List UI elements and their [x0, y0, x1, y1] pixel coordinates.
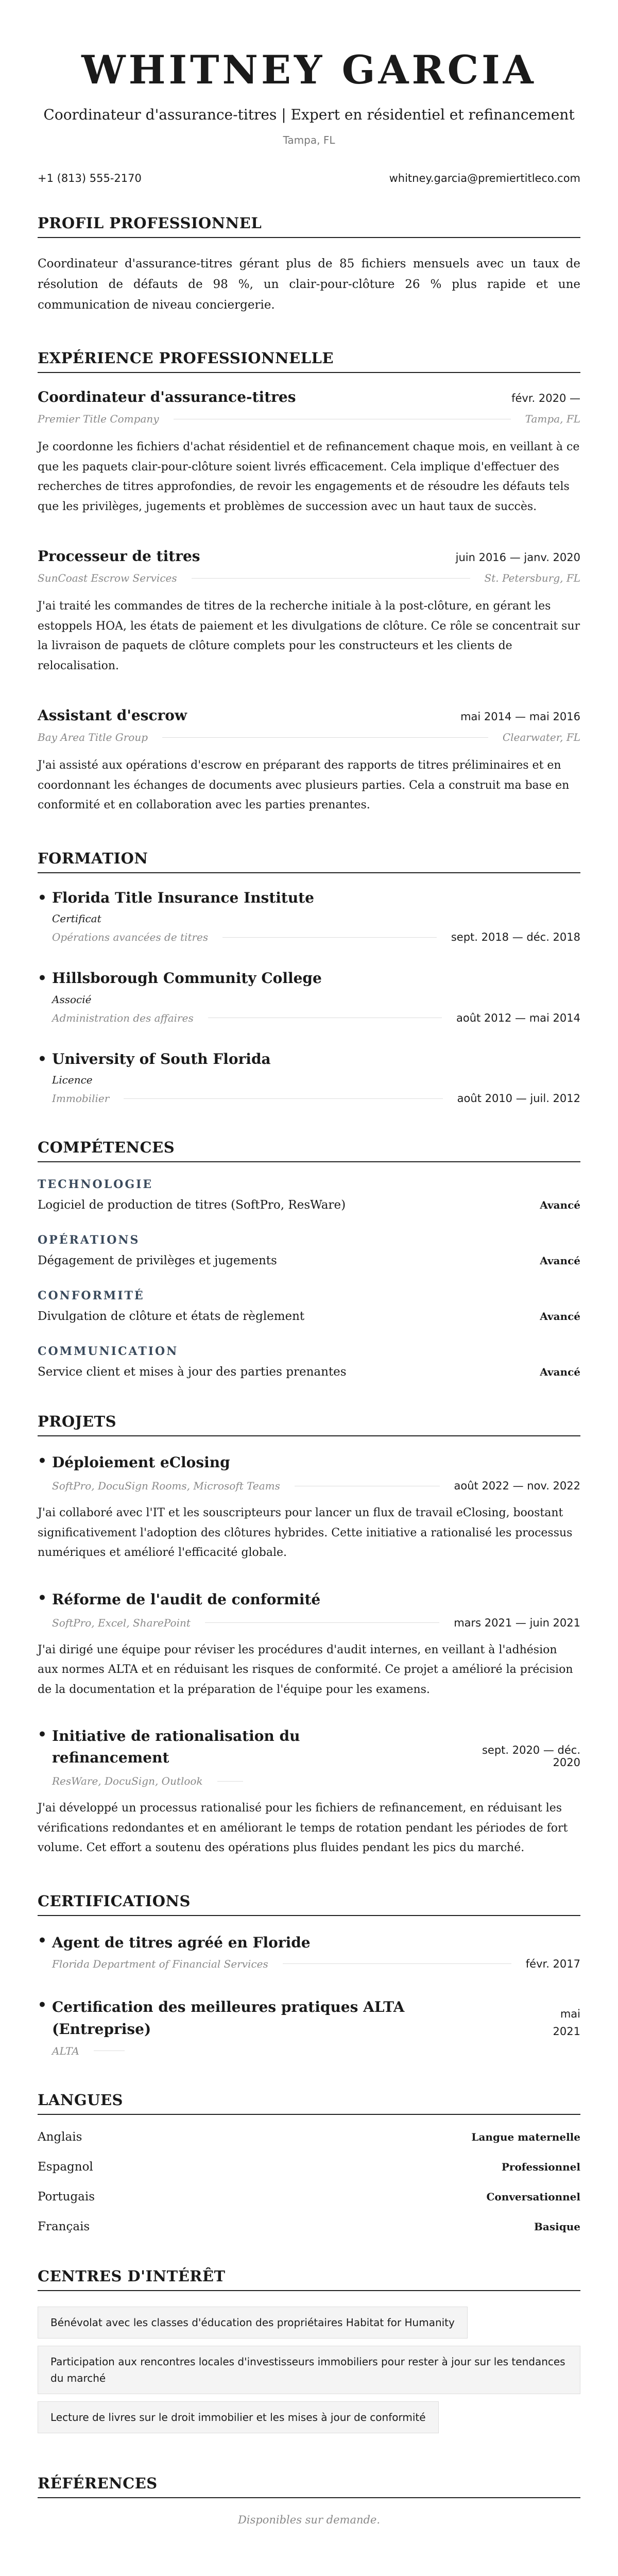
job-title: Assistant d'escrow — [38, 707, 187, 724]
skill-name: Divulgation de clôture et états de règlement — [38, 1310, 305, 1323]
section-title-languages: LANGUES — [38, 2091, 580, 2115]
skill-level: Avancé — [540, 1255, 580, 1267]
job-location: Tampa, FL — [525, 413, 580, 426]
degree: Licence — [52, 1074, 93, 1086]
job-title: Processeur de titres — [38, 548, 200, 565]
candidate-title: Coordinateur d'assurance-titres | Expert en résidentiel et refinancement — [43, 106, 575, 124]
section-title-experience: EXPÉRIENCE PROFESSIONNELLE — [38, 349, 580, 373]
field-of-study: Immobilier — [52, 1092, 110, 1105]
certification-date: févr. 2017 — [525, 1957, 580, 1970]
section-title-profile: PROFIL PROFESSIONNEL — [38, 214, 580, 238]
skill-category: OPÉRATIONS — [38, 1233, 140, 1247]
interest-tag: Participation aux rencontres locales d'investisseurs immobiliers pour rester à jour sur les tendances du marché — [38, 2346, 580, 2394]
language-name: Portugais — [38, 2190, 95, 2204]
language-name: Français — [38, 2219, 90, 2233]
project-date: sept. 2020 — déc. 2020 — [482, 1744, 580, 1769]
skill-level: Avancé — [540, 1366, 580, 1378]
job-location: St. Petersburg, FL — [484, 572, 580, 585]
language-level: Langue maternelle — [471, 2130, 580, 2143]
certification-name: Agent de titres agréé en Floride — [52, 1934, 311, 1951]
school-name: Florida Title Insurance Institute — [52, 889, 314, 906]
project-tech: SoftPro, Excel, SharePoint — [52, 1616, 191, 1629]
job-title: Coordinateur d'assurance-titres — [38, 388, 296, 406]
bullet-icon: • — [38, 1996, 47, 2013]
education-date: sept. 2018 — déc. 2018 — [451, 931, 580, 944]
school-name: University of South Florida — [52, 1050, 271, 1067]
project-description: J'ai développé un processus rationalisé pour les fichiers de refinancement, en réduisant les vérifications redondantes et en améliorant le temps de rotation pendant les périodes de fort volume. Cet effort a soutenu des opérations plus fluides pendant les pics du marché. — [38, 1802, 568, 1854]
education-date: août 2010 — juil. 2012 — [457, 1092, 580, 1105]
education-item — [38, 969, 580, 1024]
experience-item — [38, 548, 580, 676]
section-title-references: RÉFÉRENCES — [38, 2475, 580, 2498]
job-date: mai 2014 — mai 2016 — [460, 710, 580, 723]
school-name: Hillsborough Community College — [52, 970, 322, 987]
section-title-interests: CENTRES D'INTÉRÊT — [38, 2267, 580, 2291]
job-description: J'ai assisté aux opérations d'escrow en préparant des rapports de titres préliminaires et en coordonnant les échanges de documents avec plusieurs parties. Cela a construit ma base en conformité et en collaboration avec les parties prenantes. — [38, 759, 570, 812]
job-company: SunCoast Escrow Services — [38, 572, 177, 585]
section-title-education: FORMATION — [38, 850, 580, 873]
bullet-icon: • — [38, 1050, 47, 1067]
education-item — [38, 1050, 580, 1105]
project-name: Réforme de l'audit de conformité — [52, 1590, 321, 1608]
job-description: J'ai traité les commandes de titres de la recherche initiale à la post-clôture, en gérant les estoppels HOA, les états de paiement et les divulgations de clôture. Ce rôle se concentrait sur la livraison de paquets de clôture complets pour les constructeurs et les clients de relocalisation. — [38, 600, 580, 672]
project-name: Déploiement eClosing — [52, 1454, 230, 1471]
project-description: J'ai collaboré avec l'IT et les souscripteurs pour lancer un flux de travail eClosing, boostant significativement l'adoption des clôtures hybrides. Cette initiative a rationalisé les processus numériques et amélioré l'efficacité globale. — [38, 1506, 573, 1559]
divider — [162, 737, 488, 738]
skill-group — [38, 1233, 580, 1267]
contact-row — [38, 172, 580, 184]
skill-name: Logiciel de production de titres (SoftPro, ResWare) — [38, 1198, 346, 1212]
bullet-icon: • — [38, 1931, 47, 1949]
email-address: whitney.garcia@premiertitleco.com — [389, 172, 580, 184]
interest-tag: Bénévolat avec les classes d'éducation des propriétaires Habitat for Humanity — [38, 2307, 468, 2338]
bullet-icon: • — [38, 1589, 47, 1606]
profile-summary: Coordinateur d'assurance-titres gérant plus de 85 fichiers mensuels avec un taux de résolution de défauts de 98 %, un clair-pour-clôture 26 % plus rapide et une communication de niveau conciergerie. — [38, 257, 580, 312]
education-item — [38, 889, 580, 943]
project-tech: SoftPro, DocuSign Rooms, Microsoft Teams — [52, 1480, 280, 1492]
language-level: Professionnel — [501, 2160, 580, 2173]
certification-issuer: Florida Department of Financial Services — [52, 1957, 268, 1970]
certification-date: mai 2021 — [553, 2008, 580, 2038]
candidate-name: WHITNEY GARCIA — [81, 47, 537, 93]
bullet-icon: • — [38, 970, 47, 987]
certification-issuer: ALTA — [52, 2044, 79, 2057]
degree: Associé — [52, 993, 92, 1006]
phone-number: +1 (813) 555-2170 — [38, 172, 142, 184]
job-date: juin 2016 — janv. 2020 — [455, 551, 580, 564]
divider — [124, 1098, 442, 1099]
field-of-study: Opérations avancées de titres — [52, 931, 209, 944]
language-name: Anglais — [38, 2130, 82, 2144]
education-date: août 2012 — mai 2014 — [456, 1011, 580, 1024]
skill-group — [38, 1178, 580, 1212]
project-tech: ResWare, DocuSign, Outlook — [52, 1775, 203, 1787]
job-date: févr. 2020 — — [511, 392, 580, 405]
candidate-location: Tampa, FL — [283, 133, 335, 146]
certification-item — [38, 1931, 580, 1970]
section-title-certifications: CERTIFICATIONS — [38, 1892, 580, 1916]
degree: Certificat — [52, 912, 101, 925]
language-item — [38, 2220, 580, 2233]
field-of-study: Administration des affaires — [52, 1011, 194, 1024]
skill-group — [38, 1289, 580, 1323]
project-item — [38, 1452, 580, 1563]
skill-category: CONFORMITÉ — [38, 1289, 145, 1302]
divider — [205, 1622, 439, 1623]
experience-item — [38, 388, 580, 517]
skill-level: Avancé — [540, 1199, 580, 1211]
bullet-icon: • — [38, 1726, 47, 1743]
job-company: Bay Area Title Group — [38, 731, 148, 744]
experience-item — [38, 707, 580, 816]
divider — [192, 578, 470, 579]
bullet-icon: • — [38, 889, 47, 906]
interests-list — [38, 2307, 580, 2441]
skill-category: TECHNOLOGIE — [38, 1178, 153, 1191]
section-title-skills: COMPÉTENCES — [38, 1139, 580, 1162]
project-date: août 2022 — nov. 2022 — [454, 1480, 580, 1492]
language-item — [38, 2130, 580, 2144]
divider — [217, 1781, 243, 1782]
job-company: Premier Title Company — [38, 413, 159, 426]
project-item — [38, 1589, 580, 1700]
project-item — [38, 1725, 580, 1858]
job-description: Je coordonne les fichiers d'achat résidentiel et de refinancement chaque mois, en veillant à ce que les paquets clair-pour-clôture soient livrés efficacement. Cela implique d'effectuer des recherches de titres approfondies, de revoir les engagements et de résoudre les défauts tels que les privilèges, jugements et problèmes de succession avec un haut taux de succès. — [38, 440, 580, 513]
skill-category: COMMUNICATION — [38, 1345, 179, 1358]
language-item — [38, 2190, 580, 2204]
divider — [222, 937, 437, 938]
certification-item — [38, 1996, 580, 2057]
skill-name: Dégagement de privilèges et jugements — [38, 1254, 277, 1267]
job-location: Clearwater, FL — [502, 731, 580, 744]
language-name: Espagnol — [38, 2160, 93, 2174]
bullet-icon: • — [38, 1452, 47, 1469]
language-level: Basique — [534, 2220, 580, 2233]
language-level: Conversationnel — [486, 2190, 580, 2203]
references-note: Disponibles sur demande. — [237, 2513, 381, 2526]
interest-tag: Lecture de livres sur le droit immobilier et les mises à jour de conformité — [38, 2401, 439, 2433]
skill-name: Service client et mises à jour des parties prenantes — [38, 1365, 347, 1379]
project-description: J'ai dirigé une équipe pour réviser les procédures d'audit internes, en veillant à l'adhésion aux normes ALTA et en réduisant les risques de conformité. Ce projet a amélioré la précision de la documentation et la préparation de l'équipe pour les examens. — [38, 1643, 573, 1696]
project-date: mars 2021 — juin 2021 — [454, 1616, 580, 1629]
divider — [283, 1963, 511, 1964]
skill-group — [38, 1345, 580, 1379]
skill-level: Avancé — [540, 1310, 580, 1323]
certification-name: Certification des meilleures pratiques ALTA (Entreprise) — [52, 1998, 405, 2038]
language-item — [38, 2160, 580, 2174]
project-name: Initiative de rationalisation du refinancement — [52, 1727, 300, 1766]
section-title-projects: PROJETS — [38, 1413, 580, 1436]
divider — [94, 2050, 125, 2051]
